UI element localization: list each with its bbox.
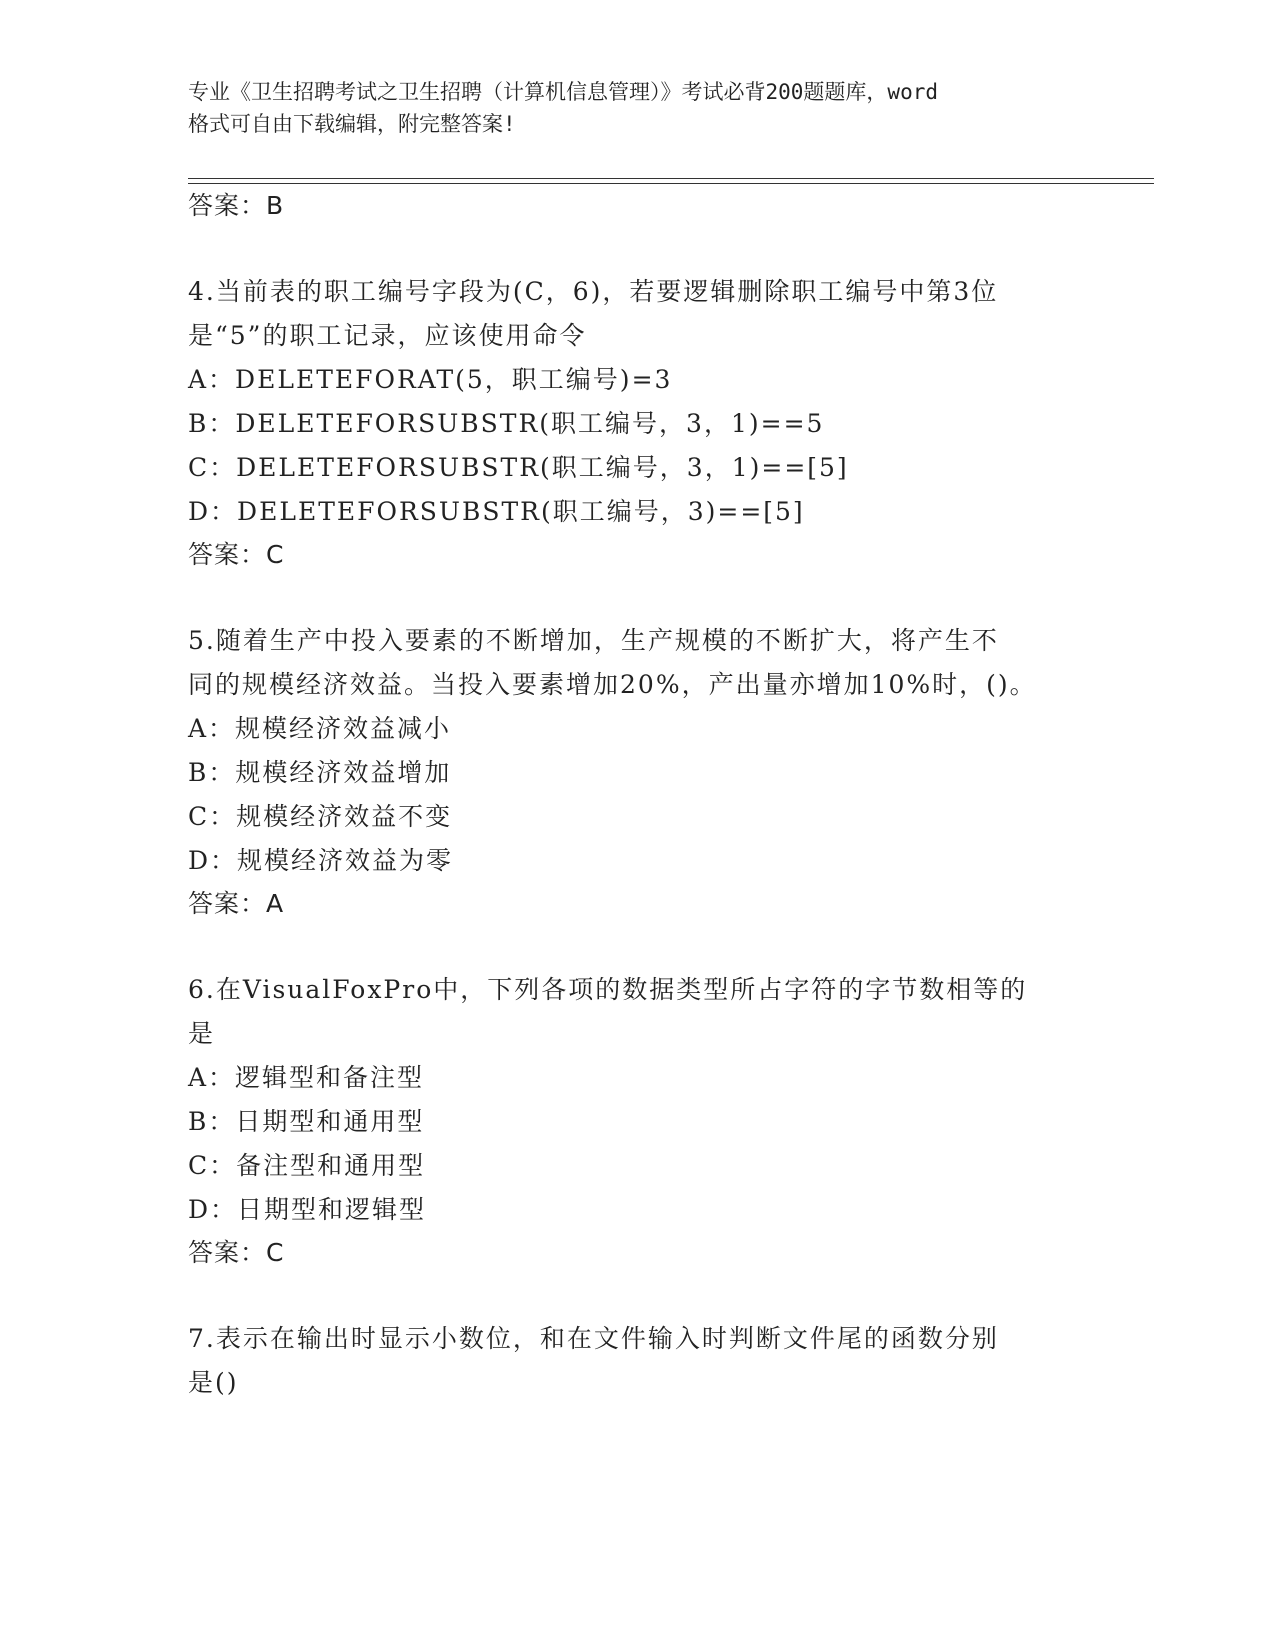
answer-q5: 答案：A [188,889,285,918]
question-4-option-b: B：DELETEFORSUBSTR(职工编号，3，1)==5 [188,409,825,438]
question-6-option-c: C：备注型和通用型 [188,1151,426,1180]
question-4-option-d: D：DELETEFORSUBSTR(职工编号，3)==[5] [188,497,805,526]
document-header [188,76,1088,140]
question-6-option-b: B：日期型和通用型 [188,1107,425,1136]
question-6-option-a: A：逻辑型和备注型 [188,1063,425,1092]
question-6-stem-line-1: 6.在VisualFoxPro中，下列各项的数据类型所占字符的字节数相等的 [188,975,1028,1004]
question-5-option-d: D：规模经济效益为零 [188,846,454,875]
answer-q6: 答案：C [188,1238,285,1267]
question-4-stem-line-1: 4.当前表的职工编号字段为(C，6)，若要逻辑删除职工编号中第3位 [188,277,999,306]
answer-q4: 答案：C [188,540,285,569]
question-6-option-d: D：日期型和逻辑型 [188,1195,427,1224]
question-5-stem-line-1: 5.随着生产中投入要素的不断增加，生产规模的不断扩大，将产生不 [188,626,999,655]
question-5-option-a: A：规模经济效益减小 [188,714,452,743]
question-4-stem-line-2: 是“5”的职工记录，应该使用命令 [188,321,587,350]
header-divider-bottom [188,183,1154,184]
question-6-stem-line-2: 是 [188,1019,216,1048]
question-7-stem-line-1: 7.表示在输出时显示小数位，和在文件输入时判断文件尾的函数分别 [188,1324,999,1353]
question-5-option-b: B：规模经济效益增加 [188,758,452,787]
header-divider-top [188,178,1154,179]
question-4-option-a: A：DELETEFORAT(5，职工编号)=3 [188,365,673,394]
question-7-stem-line-2: 是() [188,1368,239,1397]
question-5-option-c: C：规模经济效益不变 [188,802,453,831]
answer-q3: 答案：B [188,191,285,220]
header-line-2: 格式可自由下载编辑，附完整答案! [188,112,516,136]
header-line-1: 专业《卫生招聘考试之卫生招聘（计算机信息管理）》考试必背200题题库，word [188,80,938,104]
question-5-stem-line-2: 同的规模经济效益。当投入要素增加20%，产出量亦增加10%时，()。 [188,670,1037,699]
question-4-option-c: C：DELETEFORSUBSTR(职工编号，3，1)==[5] [188,453,849,482]
